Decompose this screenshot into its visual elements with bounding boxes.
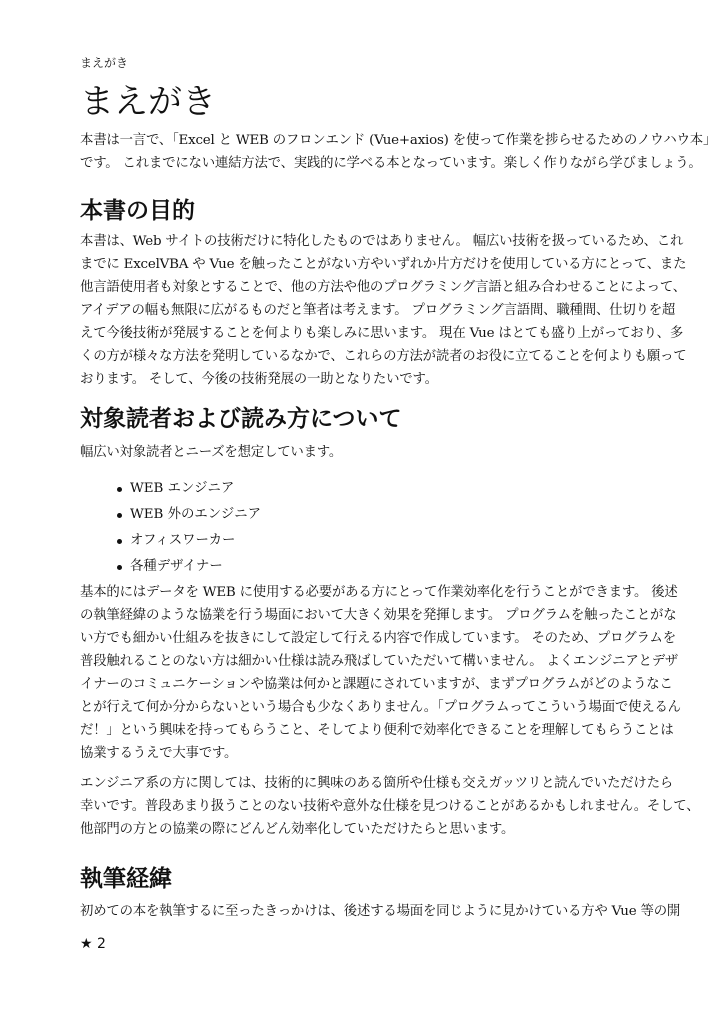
text-line: とが行えて何か分からないという場合も少なくありません。「プログラムってこういう場面で使えるん: [80, 700, 681, 715]
text-line: 幅広い対象読者とニーズを想定しています。: [80, 445, 343, 460]
text-line: エンジニア系の方に関しては、技術的に興味のある箇所や仕様も交えガッツリと読んでいただけたら: [80, 776, 673, 791]
list-item: WEB エンジニア: [80, 476, 680, 502]
text-line: おります。 そして、今後の技術発展の一助となりたいです。: [80, 372, 438, 387]
list-item: 各種デザイナー: [80, 554, 680, 580]
text-line: い方でも細かい仕組みを抜きにして設定して行える内容で作成しています。 そのため、プログラムを: [80, 631, 676, 646]
text-line: 他言語使用者も対象とすることで、他の方法や他のプログラミング言語と組み合わせることによって、: [80, 280, 686, 295]
text-line: までに ExcelVBA や Vue を触ったことがない方やいずれか片方だけを使用している方にとって、また: [80, 257, 687, 272]
text-line: 幸いです。普段あまり扱うことのない技術や意外な仕様を見つけることがあるかもしれません。そして、: [80, 799, 700, 814]
text-line: アイデアの幅も無限に広がるものだと筆者は考えます。 プログラミング言語間、職種間、仕切りを超: [80, 303, 676, 318]
page-footer: [80, 936, 680, 952]
running-header: まえがき: [80, 56, 129, 70]
text-line: です。 これまでにない連結方法で、実践的に学べる本となっています。楽しく作りながら学びましょう。: [80, 156, 702, 171]
text-line: 他部門の方との協業の際にどんどん効率化していただけたらと思います。: [80, 822, 515, 837]
list-item: オフィスワーカー: [80, 528, 680, 554]
text-line: イナーのコミュニケーションや協業は何かと課題にされていますが、まずプログラムがどのようなこ: [80, 677, 673, 692]
text-line: 初めての本を執筆するに至ったきっかけは、後述する場面を同じように見かけている方や Vue 等の開: [80, 904, 681, 919]
readers-paragraph-1: [80, 581, 680, 765]
intro-paragraph: [80, 129, 717, 175]
readers-list: [80, 476, 680, 580]
readers-paragraph-2: [80, 772, 700, 841]
text-line: 普段触れることのない方は細かい仕様は読み飛ばしていただいて構いません。 よくエンジニアとデザ: [80, 654, 679, 669]
heading-purpose: 本書の目的: [80, 198, 195, 224]
star-icon: ★: [80, 936, 93, 952]
text-line: 本書は一言で、「Excel と WEB のフロンエンド (Vue+axios) を使って作業を捗らせるためのノウハウ本」: [80, 133, 717, 148]
text-line: だ！」という興味を持ってもらうこと、そしてより便利で効率化できることを理解してもらうことは: [80, 723, 674, 738]
readers-lead: [80, 441, 680, 464]
page-title: まえがき: [80, 82, 216, 122]
heading-history: 執筆経緯: [80, 866, 172, 892]
text-line: 基本的にはデータを WEB に使用する必要がある方にとって作業効率化を行うことができます。 後述: [80, 585, 678, 600]
purpose-paragraph: [80, 230, 687, 391]
text-line: くの方が様々な方法を発明しているなかで、これらの方法が読者のお役に立てることを何よりも願って: [80, 349, 687, 364]
heading-readers: 対象読者および読み方について: [80, 406, 402, 432]
text-line: の執筆経緯のような協業を行う場面において大きく効果を発揮します。 プログラムを触ったことがな: [80, 608, 677, 623]
history-paragraph: [80, 900, 680, 923]
text-line: 協業するうえで大事です。: [80, 746, 238, 761]
text-line: 本書は、Web サイトの技術だけに特化したものではありません。 幅広い技術を扱っているため、これ: [80, 234, 684, 249]
list-item: WEB 外のエンジニア: [80, 502, 680, 528]
page-number: 2: [97, 936, 106, 952]
text-line: えて今後技術が発展することを何よりも楽しみに思います。 現在 Vue はとても盛り上がっており、多: [80, 326, 684, 341]
